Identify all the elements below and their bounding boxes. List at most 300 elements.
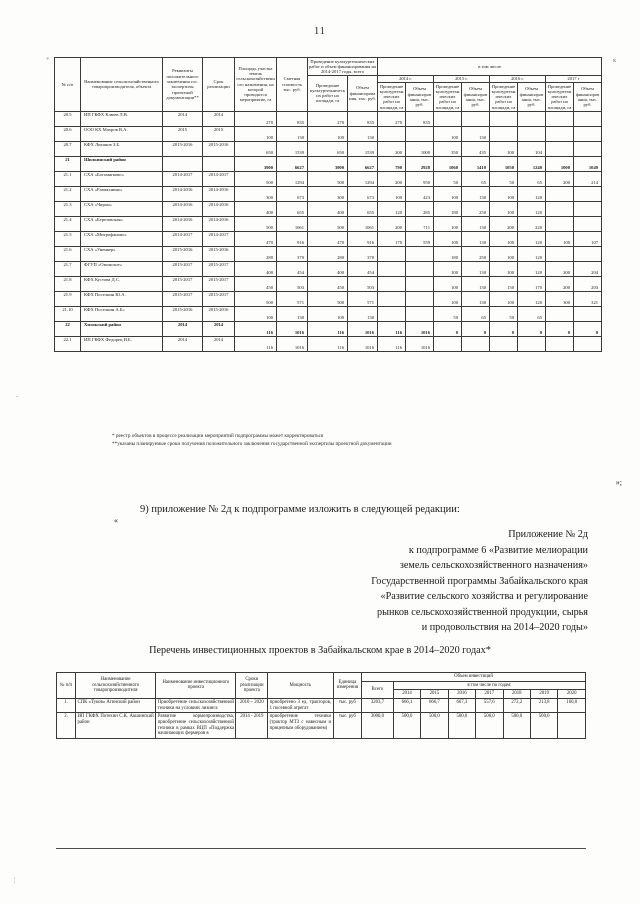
cell-fin-2015: 130 xyxy=(462,186,490,201)
cell-total: 3000,0 xyxy=(362,713,394,739)
cell-total-works: 650 xyxy=(308,141,348,156)
footnote-1: * реестр объектов в процессе реализации мероприятий подпрограммы может корректироваться xyxy=(112,433,324,439)
cell-area: 100 xyxy=(235,306,277,321)
cell-year-2015: 666,7 xyxy=(421,698,448,712)
cell-fin-2016: 120 xyxy=(518,201,546,216)
cell-fin-2017 xyxy=(574,126,602,141)
cell-area: 270 xyxy=(235,111,277,126)
cell-producer-name: СХА «Богомягково» xyxy=(81,171,163,186)
cell-fin-2016: 120 xyxy=(518,246,546,261)
cell-producer: ИП ГКФХ Потехин С.К. Акшинский район xyxy=(76,713,156,739)
cell-works-2014: 200 xyxy=(378,171,406,186)
table-row xyxy=(55,231,602,246)
th-fin-2016: Объем финансирования, тыс. руб. xyxy=(518,83,546,111)
table-row xyxy=(55,276,602,291)
cell-total-fin: 370 xyxy=(348,246,378,261)
cell-producer-name: СХА «Митрофаново» xyxy=(81,231,163,246)
cell-works-2014: 200 xyxy=(378,141,406,156)
cell-unit: тыс. руб xyxy=(333,713,362,739)
opening-quote-mark: « xyxy=(114,516,118,525)
cell-cost: 1016 xyxy=(277,321,308,336)
cell-works-2016: 150 xyxy=(490,276,518,291)
th-producer-name: Наименование сельскохозяйственного товаропроизводителя, объекта xyxy=(81,58,163,112)
cell-works-2015: 100 xyxy=(434,126,462,141)
cell-fin-2016: 104 xyxy=(518,141,546,156)
cell-fin-2016 xyxy=(518,126,546,141)
cell-works-2014: 100 xyxy=(378,186,406,201)
th2-investments: Объем инвестиций xyxy=(362,673,586,682)
cell-term: 2014 - 2019 xyxy=(236,713,268,739)
cell-producer-name: ФГУП «Омонское» xyxy=(81,261,163,276)
appendix-line: рынков сельскохозяйственной продукции, сырья xyxy=(377,606,588,618)
cell-requisites: 2015-2016 xyxy=(163,306,203,321)
cell-works-2017: 0 xyxy=(546,321,574,336)
cell-requisites: 2014-2016 xyxy=(163,216,203,231)
cell-works-2017 xyxy=(546,111,574,126)
cell-cost: 1539 xyxy=(277,141,308,156)
cell-area: 280 xyxy=(235,246,277,261)
cell-total-fin: 503 xyxy=(348,276,378,291)
cell-works-2017: 1000 xyxy=(546,156,574,171)
th-fin-2017: Объем финансирования, тыс. руб. xyxy=(574,83,602,111)
cell-works-2015: 50 xyxy=(434,171,462,186)
cell-idx: 21.6 xyxy=(55,246,81,261)
cell-idx: 21.2 xyxy=(55,186,81,201)
cell-total: 3203,7 xyxy=(362,698,394,712)
th-year-2016: 2016 г. xyxy=(490,75,546,82)
cell-term: 2014-2016 xyxy=(203,201,235,216)
th2-year-2016: 2016 xyxy=(448,690,475,699)
table-row xyxy=(55,156,602,171)
cell-cost: 130 xyxy=(277,126,308,141)
th2-producer: Наименование сельскохозяйственного товаропроизводителя xyxy=(76,673,156,699)
cell-works-2015: 100 xyxy=(434,216,462,231)
cell-total-works: 500 xyxy=(308,291,348,306)
cell-works-2015: 100 xyxy=(434,186,462,201)
th2-unit: Единица измерения xyxy=(333,673,362,699)
cell-total-works: 470 xyxy=(308,231,348,246)
cell-term: 2014-2017 xyxy=(203,231,235,246)
cell-total-fin: 673 xyxy=(348,186,378,201)
th-year-2014: 2014 г. xyxy=(378,75,434,82)
cell-area: 650 xyxy=(235,141,277,156)
cell-works-2017 xyxy=(546,126,574,141)
table-row xyxy=(55,201,602,216)
cell-term: 2014 xyxy=(203,321,235,336)
cell-fin-2017: 204 xyxy=(574,261,602,276)
th-works-2016: Проведение культуртехнических работ на площади, га xyxy=(490,83,518,111)
cell-cost: 673 xyxy=(277,186,308,201)
cell-total-fin: 130 xyxy=(348,126,378,141)
cell-year-2014: 666,1 xyxy=(393,698,420,712)
cell-term: 2014-2016 xyxy=(203,186,235,201)
cell-total-works: 500 xyxy=(308,171,348,186)
cell-capacity: приобретение техники (трактор МТЗ с навесным и прицепным оборудованием) xyxy=(268,713,333,739)
appendix-line: земель сельскохозяйственного назначения» xyxy=(399,560,588,571)
cell-producer-name: СХА «Березовская» xyxy=(81,216,163,231)
cell-producer-name: Шилкинский район xyxy=(81,156,163,171)
th-among-which: в том числе xyxy=(378,58,602,76)
cell-requisites: 2014-2016 xyxy=(163,201,203,216)
cell-requisites: 2015-2016 xyxy=(163,141,203,156)
cell-total-works: 500 xyxy=(308,216,348,231)
cell-fin-2014 xyxy=(406,126,434,141)
melioration-objects-table-wrap xyxy=(54,57,600,352)
cell-total-fin: 655 xyxy=(348,201,378,216)
cell-area: 400 xyxy=(235,201,277,216)
cell-area: 300 xyxy=(235,186,277,201)
table1-header-row-1 xyxy=(55,58,602,76)
cell-fin-2016 xyxy=(518,336,546,351)
th-number: № п/п xyxy=(55,58,81,112)
table-row xyxy=(55,186,602,201)
cell-term: 2015-2017 xyxy=(203,261,235,276)
cell-fin-2016 xyxy=(518,111,546,126)
melioration-objects-table xyxy=(54,57,602,352)
cell-fin-2014: 423 xyxy=(406,186,434,201)
cell-fin-2017 xyxy=(574,141,602,156)
th-year-2017: 2017 г xyxy=(546,75,602,82)
cell-works-2017: 200 xyxy=(546,276,574,291)
th2-year-2017: 2017 xyxy=(476,690,503,699)
table2-body xyxy=(57,698,586,738)
cell-works-2017 xyxy=(546,336,574,351)
cell-fin-2015: 250 xyxy=(462,246,490,261)
cell-requisites: 2015-2016 xyxy=(163,246,203,261)
th2-capacity: Мощность xyxy=(268,673,333,699)
cell-fin-2016: 120 xyxy=(518,186,546,201)
cell-total-works: 400 xyxy=(308,261,348,276)
th-works-2014: Проведение культуртехнических работ на площади, га xyxy=(378,83,406,111)
cell-area: 116 xyxy=(235,336,277,351)
cell-idx: 20.7 xyxy=(55,141,81,156)
appendix-line: к подпрограмме 6 «Развитие мелиорации xyxy=(408,544,588,556)
cell-fin-2014: 1000 xyxy=(406,141,434,156)
cell-area: 100 xyxy=(235,126,277,141)
cell-term: 2014 xyxy=(203,111,235,126)
cell-works-2014: 200 xyxy=(378,216,406,231)
cell-fin-2015: 250 xyxy=(462,201,490,216)
table-row xyxy=(55,321,602,336)
cell-works-2014: 790 xyxy=(378,156,406,171)
closing-quote-mark: »; xyxy=(615,478,622,487)
cell-works-2016: 200 xyxy=(490,216,518,231)
cell-term: 2014-2016 xyxy=(203,216,235,231)
cell-total-fin: 1016 xyxy=(348,336,378,351)
cell-idx: 1. xyxy=(57,698,76,712)
th2-year-2014: 2014 xyxy=(393,690,420,699)
cell-fin-2015: 65 xyxy=(462,306,490,321)
appendix-line: и продовольствия на 2014–2020 годы» xyxy=(421,622,588,633)
cell-fin-2016: 170 xyxy=(518,276,546,291)
cell-fin-2015: 130 xyxy=(462,276,490,291)
cell-fin-2016: 220 xyxy=(518,216,546,231)
cell-fin-2017: 1049 xyxy=(574,156,602,171)
th2-number: № п/п xyxy=(57,673,76,699)
cell-total-works: 3900 xyxy=(308,156,348,171)
cell-year-2017: 500,0 xyxy=(476,713,503,739)
cell-fin-2014: 950 xyxy=(406,171,434,186)
cell-fin-2016: 120 xyxy=(518,261,546,276)
margin-mark-corner: к xyxy=(613,58,616,64)
cell-works-2015: 350 xyxy=(434,141,462,156)
cell-works-2017 xyxy=(546,216,574,231)
cell-fin-2015: 130 xyxy=(462,291,490,306)
cell-total-works: 450 xyxy=(308,276,348,291)
page-number: 11 xyxy=(314,26,326,37)
cell-cost: 370 xyxy=(277,246,308,261)
cell-cost: 1016 xyxy=(277,336,308,351)
cell-fin-2016: 120 xyxy=(518,231,546,246)
cell-works-2015: 180 xyxy=(434,201,462,216)
cell-project: Приобретение сельскохозяйственной техники на условиях лизинга xyxy=(156,698,236,712)
cell-fin-2017 xyxy=(574,216,602,231)
cell-cost: 454 xyxy=(277,261,308,276)
cell-term: 2014-2017 xyxy=(203,171,235,186)
cell-producer-name: ИП ГКФХ Федорец И.Б. xyxy=(81,336,163,351)
cell-fin-2014 xyxy=(406,261,434,276)
investment-list-title: Перечень инвестиционных проектов в Забайкальском крае в 2014–2020 годах* xyxy=(149,645,491,656)
th2-by-years: в том числе по годам: xyxy=(393,681,585,690)
cell-cost: 655 xyxy=(277,201,308,216)
cell-works-2014 xyxy=(378,261,406,276)
cell-area: 500 xyxy=(235,171,277,186)
cell-fin-2014 xyxy=(406,306,434,321)
cell-works-2015: 0 xyxy=(434,321,462,336)
cell-idx: 21.7 xyxy=(55,261,81,276)
cell-fin-2015: 435 xyxy=(462,141,490,156)
th-year-2015: 2015 г. xyxy=(434,75,490,82)
table-row xyxy=(55,171,602,186)
th-total-works: Проведение культуртехнических работ на площади, га xyxy=(308,75,348,111)
cell-fin-2016: 1240 xyxy=(518,156,546,171)
cell-producer-name: КФХ Поселкин Ю.А. xyxy=(81,291,163,306)
cell-works-2016: 100 xyxy=(490,231,518,246)
cell-works-2017: 200 xyxy=(546,261,574,276)
cell-works-2014: 120 xyxy=(378,201,406,216)
th-fin-2014: Объем финансирования, тыс. руб. xyxy=(406,83,434,111)
cell-idx: 2. xyxy=(57,713,76,739)
cell-total-works: 280 xyxy=(308,246,348,261)
cell-total-works: 400 xyxy=(308,201,348,216)
cell-total-fin: 1016 xyxy=(348,321,378,336)
cell-total-works: 270 xyxy=(308,111,348,126)
cell-works-2016: 1050 xyxy=(490,156,518,171)
cell-term: 2015 xyxy=(203,126,235,141)
cell-year-2019: 500,0 xyxy=(530,713,557,739)
cell-producer-name: СХА «Размахнино» xyxy=(81,186,163,201)
cell-works-2017 xyxy=(546,306,574,321)
cell-cost: 503 xyxy=(277,276,308,291)
cell-cost: 6627 xyxy=(277,156,308,171)
cell-idx: 21.1 xyxy=(55,171,81,186)
cell-fin-2017 xyxy=(574,246,602,261)
table-row xyxy=(55,216,602,231)
cell-requisites xyxy=(163,156,203,171)
cell-requisites: 2014-2016 xyxy=(163,186,203,201)
cell-year-2016: 500,0 xyxy=(448,713,475,739)
cell-fin-2017: 203 xyxy=(574,276,602,291)
cell-requisites: 2014 xyxy=(163,336,203,351)
cell-producer-name: КФХ Лиханов З.Б. xyxy=(81,141,163,156)
cell-total-fin: 1294 xyxy=(348,171,378,186)
cell-total-works: 300 xyxy=(308,186,348,201)
investment-projects-table xyxy=(56,672,586,739)
cell-works-2017: 300 xyxy=(546,291,574,306)
cell-fin-2015: 0 xyxy=(462,321,490,336)
cell-works-2017 xyxy=(546,201,574,216)
cell-total-fin: 454 xyxy=(348,261,378,276)
cell-fin-2016: 120 xyxy=(518,291,546,306)
table1-footnotes xyxy=(112,432,392,448)
cell-producer-name: СХА «Чирон» xyxy=(81,201,163,216)
cell-term: 2015-2017 xyxy=(203,291,235,306)
cell-works-2016: 100 xyxy=(490,291,518,306)
margin-mark-bottom: ¦ xyxy=(14,876,16,884)
cell-total-fin: 1539 xyxy=(348,141,378,156)
cell-term: 2015-2017 xyxy=(203,276,235,291)
cell-works-2016 xyxy=(490,336,518,351)
cell-requisites: 2014 xyxy=(163,111,203,126)
cell-works-2017 xyxy=(546,246,574,261)
cell-fin-2014: 559 xyxy=(406,231,434,246)
cell-works-2016: 0 xyxy=(490,321,518,336)
table-row xyxy=(55,306,602,321)
cell-total-fin: 571 xyxy=(348,291,378,306)
cell-fin-2016: 65 xyxy=(518,171,546,186)
th-total-group: Проведение культуртехнических работ и объем финансирования на 2014-2017 годы, всего xyxy=(309,58,376,75)
table1-body xyxy=(55,111,602,351)
cell-capacity: приобретено 3 ед. тракторов, 1 посевной агрегат xyxy=(268,698,333,712)
cell-fin-2017 xyxy=(574,336,602,351)
th-fin-2015: Объем финансирования, тыс. руб. xyxy=(462,83,490,111)
cell-works-2014 xyxy=(378,276,406,291)
cell-fin-2014: 285 xyxy=(406,201,434,216)
cell-works-2017 xyxy=(546,186,574,201)
cell-project: Развитие кормопроизводства, приобретение сельскохозяйственной техники в рамках ВЦП «Поддержка начинающих фермеров в xyxy=(156,713,236,739)
cell-area: 500 xyxy=(235,216,277,231)
cell-works-2015: 100 xyxy=(434,276,462,291)
cell-fin-2015: 130 xyxy=(462,231,490,246)
cell-works-2014: 116 xyxy=(378,336,406,351)
cell-year-2014: 500,0 xyxy=(393,713,420,739)
table-row xyxy=(55,291,602,306)
cell-total-fin: 6627 xyxy=(348,156,378,171)
cell-works-2015: 50 xyxy=(434,306,462,321)
cell-year-2020 xyxy=(558,713,586,739)
cell-year-2018: 272,2 xyxy=(503,698,530,712)
cell-fin-2015: 65 xyxy=(462,171,490,186)
cell-producer-name: КФХ Поселкин А.Б» xyxy=(81,306,163,321)
cell-idx: 21.4 xyxy=(55,216,81,231)
cell-cost: 916 xyxy=(277,231,308,246)
cell-fin-2017: 214 xyxy=(574,171,602,186)
cell-area: 400 xyxy=(235,261,277,276)
cell-fin-2014: 2928 xyxy=(406,156,434,171)
cell-fin-2017 xyxy=(574,201,602,216)
cell-requisites: 2015-2017 xyxy=(163,276,203,291)
cell-works-2017: 200 xyxy=(546,171,574,186)
cell-area: 470 xyxy=(235,231,277,246)
cell-works-2016: 50 xyxy=(490,306,518,321)
th-works-2015: Проведение культуртехнических работ на площади, га xyxy=(434,83,462,111)
cell-requisites: 2014-2017 xyxy=(163,171,203,186)
cell-year-2016: 667,3 xyxy=(448,698,475,712)
cell-works-2014 xyxy=(378,126,406,141)
cell-works-2016 xyxy=(490,111,518,126)
cell-idx: 21.3 xyxy=(55,201,81,216)
cell-works-2016: 100 xyxy=(490,186,518,201)
cell-term: 2015-2016 xyxy=(203,246,235,261)
cell-works-2016: 100 xyxy=(490,141,518,156)
cell-works-2014 xyxy=(378,306,406,321)
cell-fin-2017: 107 xyxy=(574,231,602,246)
th-total-financing: Объем финансирования, тыс. руб. xyxy=(348,75,378,111)
th-estimate-cost: Сметная стоимость тыс. руб. xyxy=(277,58,308,112)
cell-idx: 21.5 xyxy=(55,231,81,246)
cell-fin-2015: 130 xyxy=(462,261,490,276)
cell-idx: 21.9 xyxy=(55,291,81,306)
cell-idx: 21 xyxy=(55,156,81,171)
table2-header-row-1 xyxy=(57,673,586,682)
cell-term: 2014 xyxy=(203,336,235,351)
th2-year-2015: 2015 xyxy=(421,690,448,699)
cell-idx: 20.6 xyxy=(55,126,81,141)
table-row xyxy=(57,713,586,739)
cell-year-2019: 213,8 xyxy=(530,698,557,712)
cell-year-2018: 500,0 xyxy=(503,713,530,739)
cell-works-2015 xyxy=(434,111,462,126)
cell-works-2015: 100 xyxy=(434,231,462,246)
th-term: Срок реализации xyxy=(203,58,235,112)
cell-total-works: 100 xyxy=(308,126,348,141)
cell-fin-2016: 0 xyxy=(518,321,546,336)
cell-idx: 21.8 xyxy=(55,276,81,291)
cell-year-2017: 557,6 xyxy=(476,698,503,712)
cell-fin-2015: 1410 xyxy=(462,156,490,171)
cell-year-2020: 160,0 xyxy=(558,698,586,712)
cell-works-2016: 100 xyxy=(490,246,518,261)
cell-term: 2015-2016 xyxy=(203,306,235,321)
table-row xyxy=(57,698,586,712)
cell-works-2014: 170 xyxy=(378,231,406,246)
cell-producer-name: КФХ Кустова Д.С. xyxy=(81,276,163,291)
th2-year-2020: 2020 xyxy=(558,690,586,699)
appendix-reference-block xyxy=(158,527,588,636)
cell-producer-name: ИП ГКФХ Клюев Л.В. xyxy=(81,111,163,126)
cell-idx: 22.1 xyxy=(55,336,81,351)
th2-year-2019: 2019 xyxy=(530,690,557,699)
cell-cost: 1294 xyxy=(277,171,308,186)
cell-works-2014 xyxy=(378,291,406,306)
th-requisites: Реквизиты положительного заключения гос. экспертизы проектной документации** xyxy=(163,58,203,112)
th-works-2017: Проведение культуртехнических работ на площади, га xyxy=(546,83,574,111)
cell-producer-name: СХА «Уненкер» xyxy=(81,246,163,261)
table-row xyxy=(55,111,602,126)
cell-fin-2017 xyxy=(574,306,602,321)
cell-area: 116 xyxy=(235,321,277,336)
investment-projects-table-wrap xyxy=(56,672,586,739)
cell-fin-2014 xyxy=(406,276,434,291)
cell-works-2015: 100 xyxy=(434,261,462,276)
cell-fin-2016: 65 xyxy=(518,306,546,321)
cell-fin-2015: 130 xyxy=(462,216,490,231)
cell-requisites: 2015-2017 xyxy=(163,261,203,276)
appendix-line: Приложение № 2д xyxy=(508,529,588,540)
cell-fin-2014 xyxy=(406,246,434,261)
appendix-line: Государственной программы Забайкальского края xyxy=(371,575,588,587)
th2-term: Сроки реализации проекта xyxy=(236,673,268,699)
